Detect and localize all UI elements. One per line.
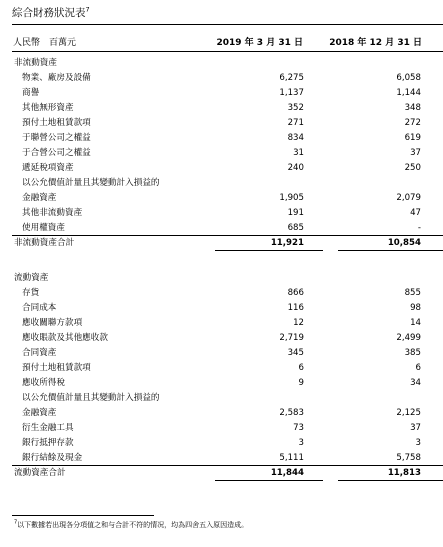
value-2018: 855 [404, 288, 421, 298]
value-2019: 12 [293, 318, 304, 328]
row-label: 金融資產 [22, 193, 57, 203]
row-label: 使用權資產 [22, 223, 65, 233]
value-2018: 6,058 [396, 73, 421, 83]
value-2018: 37 [410, 423, 421, 433]
value-2019: 685 [287, 223, 304, 233]
table-row [0, 421, 443, 436]
table-row [0, 116, 443, 131]
value-2019: 9 [298, 378, 304, 388]
title-text: 綜合財務狀況表 [12, 7, 86, 19]
value-2018: 14 [410, 318, 421, 328]
table-row [0, 131, 443, 146]
row-label: 以公允價值計量且其變動計入損益的 [22, 393, 160, 403]
total-underline-2018 [338, 480, 443, 481]
header-top-rule [12, 24, 443, 25]
value-2019: 11,921 [270, 238, 304, 248]
value-2019: 5,111 [279, 453, 304, 463]
row-label: 非流動資產 [14, 58, 57, 68]
value-2018: - [417, 223, 421, 233]
value-2018: 98 [410, 303, 421, 313]
row-label: 預付土地租賃款項 [22, 118, 91, 128]
value-2018: 250 [404, 163, 421, 173]
value-2019: 31 [293, 148, 304, 158]
value-2018: 348 [404, 103, 421, 113]
value-2019: 2,719 [279, 333, 304, 343]
total-underline-2018 [338, 250, 443, 251]
section-heading [0, 56, 443, 71]
row-label: 銀行抵押存款 [22, 438, 74, 448]
footnote-rule [12, 515, 154, 516]
value-2018: 272 [404, 118, 421, 128]
row-label: 合同資產 [22, 348, 57, 358]
value-2018: 34 [410, 378, 421, 388]
row-label: 銀行結餘及現金 [22, 453, 83, 463]
table-row [0, 451, 443, 466]
value-2019: 866 [287, 288, 304, 298]
column-header-2018: 2018 年 12 月 31 日 [329, 38, 422, 48]
row-label: 其他非流動資產 [22, 208, 83, 218]
table-row [0, 286, 443, 301]
table-row [0, 101, 443, 116]
value-2019: 11,844 [270, 468, 304, 478]
value-2019: 191 [287, 208, 304, 218]
column-header-2019: 2019 年 3 月 31 日 [216, 38, 303, 48]
value-2019: 1,137 [279, 88, 304, 98]
value-2019: 352 [287, 103, 304, 113]
value-2018: 619 [404, 133, 421, 143]
value-2019: 271 [287, 118, 304, 128]
value-2018: 2,079 [396, 193, 421, 203]
table-row [0, 361, 443, 376]
footnote-text: 以下數據若出現各分項值之和与合計不符的情况，均為四舍五入原因造成。 [17, 521, 249, 529]
row-label: 衍生金融工具 [22, 423, 74, 433]
footnote [14, 520, 248, 530]
table-row [0, 71, 443, 86]
value-2019: 834 [287, 133, 304, 143]
row-label: 應收賬款及其他應收款 [22, 333, 108, 343]
row-label: 應收所得稅 [22, 378, 65, 388]
row-label: 于聯營公司之權益 [22, 133, 91, 143]
row-label: 其他無形資產 [22, 103, 74, 113]
footnote-ref: 7 [14, 519, 18, 526]
table-row [0, 146, 443, 161]
value-2019: 240 [287, 163, 304, 173]
value-2018: 47 [410, 208, 421, 218]
section-heading [0, 271, 443, 286]
value-2018: 6 [415, 363, 421, 373]
total-row [0, 236, 443, 251]
table-row [0, 436, 443, 451]
row-label: 非流動資產合計 [14, 238, 75, 248]
row-label: 商譽 [22, 88, 40, 98]
table-row [0, 346, 443, 361]
row-label: 物業、廠房及設備 [22, 73, 91, 83]
value-2018: 1,144 [396, 88, 421, 98]
table-row [0, 301, 443, 316]
table-row [0, 191, 443, 206]
value-2018: 2,499 [396, 333, 421, 343]
value-2018: 3 [415, 438, 421, 448]
table-row [0, 331, 443, 346]
value-2019: 345 [287, 348, 304, 358]
row-label: 應收關聯方款項 [22, 318, 83, 328]
value-2018: 37 [410, 148, 421, 158]
table-row [0, 221, 443, 236]
row-label: 預付土地租賃款項 [22, 363, 91, 373]
row-label: 合同成本 [22, 303, 57, 313]
total-underline-2019 [215, 480, 323, 481]
value-2019: 116 [287, 303, 304, 313]
title-footnote-ref: 7 [85, 5, 90, 14]
unit-label: 人民幣 百萬元 [13, 38, 77, 48]
table-row [0, 86, 443, 101]
row-label: 流動資產 [14, 273, 49, 283]
row-label: 存貨 [22, 288, 40, 298]
row-label: 以公允價值計量且其變動計入損益的 [22, 178, 160, 188]
value-2019: 1,905 [279, 193, 304, 203]
table-row [0, 406, 443, 421]
value-2018: 385 [404, 348, 421, 358]
value-2019: 6 [298, 363, 304, 373]
table-row [0, 176, 443, 191]
table-row [0, 161, 443, 176]
value-2018: 11,813 [387, 468, 421, 478]
table-row [0, 391, 443, 406]
row-label: 于合營公司之權益 [22, 148, 91, 158]
value-2018: 10,854 [387, 238, 421, 248]
statement-title [12, 5, 90, 20]
table-row [0, 376, 443, 391]
header-bottom-rule [12, 51, 443, 52]
row-label: 遞延稅項資產 [22, 163, 74, 173]
value-2019: 3 [298, 438, 304, 448]
value-2018: 2,125 [396, 408, 421, 418]
total-underline-2019 [215, 250, 323, 251]
row-label: 金融資產 [22, 408, 57, 418]
table-row [0, 206, 443, 221]
value-2019: 6,275 [279, 73, 304, 83]
value-2018: 5,758 [396, 453, 421, 463]
value-2019: 73 [293, 423, 304, 433]
row-label: 流動資產合計 [14, 468, 66, 478]
table-row [0, 316, 443, 331]
value-2019: 2,583 [279, 408, 304, 418]
total-row [0, 466, 443, 481]
